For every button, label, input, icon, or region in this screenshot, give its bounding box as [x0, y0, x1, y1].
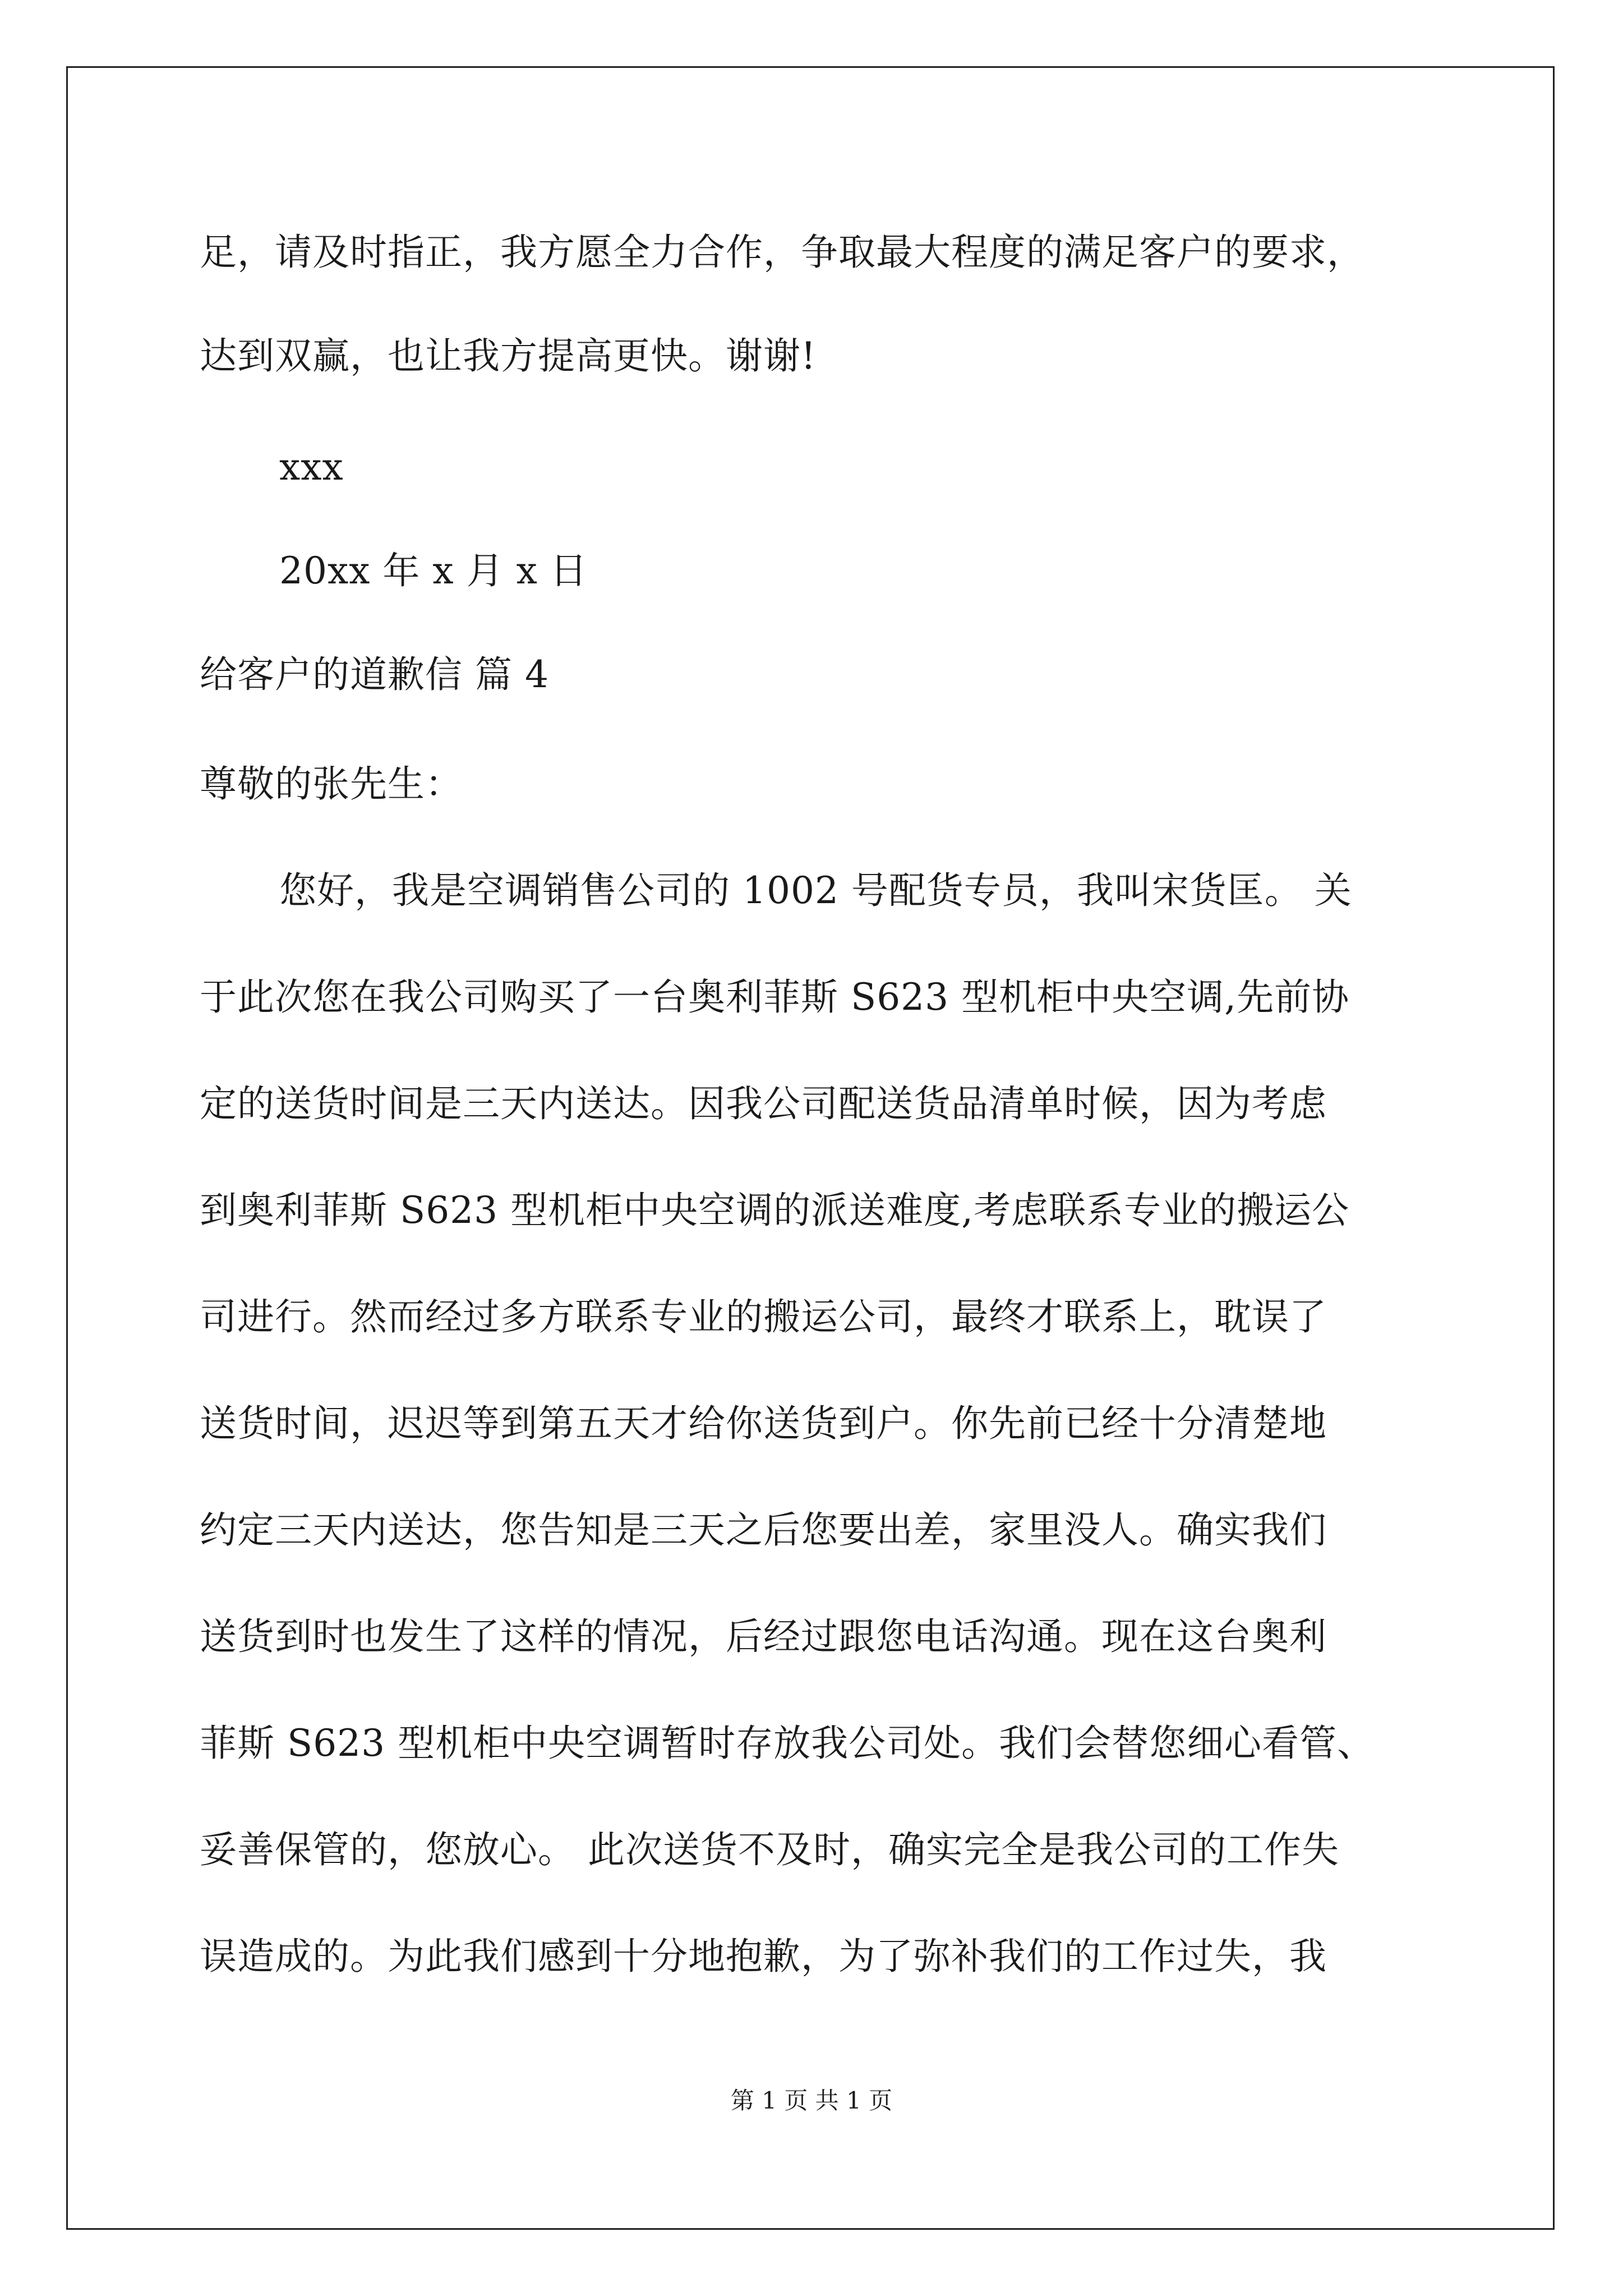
text-line: 司进行。然而经过多方联系专业的搬运公司，最终才联系上，耽误了	[200, 1295, 1327, 1338]
page-number-footer: 第 1 页 共 1 页	[730, 2087, 893, 2114]
text-line: 菲斯 S623 型机柜中央空调暂时存放我公司处。我们会替您细心看管、	[200, 1722, 1375, 1765]
page-border	[66, 66, 1555, 2230]
signature-date: 20xx 年 x 月 x 日	[279, 549, 588, 592]
text-line: 误造成的。为此我们感到十分地抱歉，为了弥补我们的工作过失，我	[200, 1935, 1327, 1978]
text-line: 妥善保管的，您放心。 此次送货不及时，确实完全是我公司的工作失	[200, 1828, 1339, 1871]
text-line: 达到双赢，也让我方提高更快。谢谢!	[200, 334, 817, 378]
salutation: 尊敬的张先生：	[200, 762, 463, 806]
text-line: 到奥利菲斯 S623 型机柜中央空调的派送难度,考虑联系专业的搬运公	[200, 1189, 1350, 1232]
text-line: 定的送货时间是三天内送达。因我公司配送货品清单时候，因为考虑	[200, 1082, 1327, 1125]
text-line: 足，请及时指正，我方愿全力合作，争取最大程度的满足客户的要求，	[200, 231, 1364, 274]
text-line: 送货时间，迟迟等到第五天才给你送货到户。你先前已经十分清楚地	[200, 1402, 1327, 1445]
section-heading: 给客户的道歉信 篇 4	[200, 653, 549, 696]
text-line: 送货到时也发生了这样的情况，后经过跟您电话沟通。现在这台奥利	[200, 1615, 1327, 1658]
text-line: 您好，我是空调销售公司的 1002 号配货专员，我叫宋货匡。 关	[279, 869, 1352, 912]
text-line: 约定三天内送达，您告知是三天之后您要出差，家里没人。确实我们	[200, 1508, 1327, 1552]
text-line: 于此次您在我公司购买了一台奥利菲斯 S623 型机柜中央空调,先前协	[200, 976, 1350, 1019]
signature-name: xxx	[279, 445, 344, 489]
